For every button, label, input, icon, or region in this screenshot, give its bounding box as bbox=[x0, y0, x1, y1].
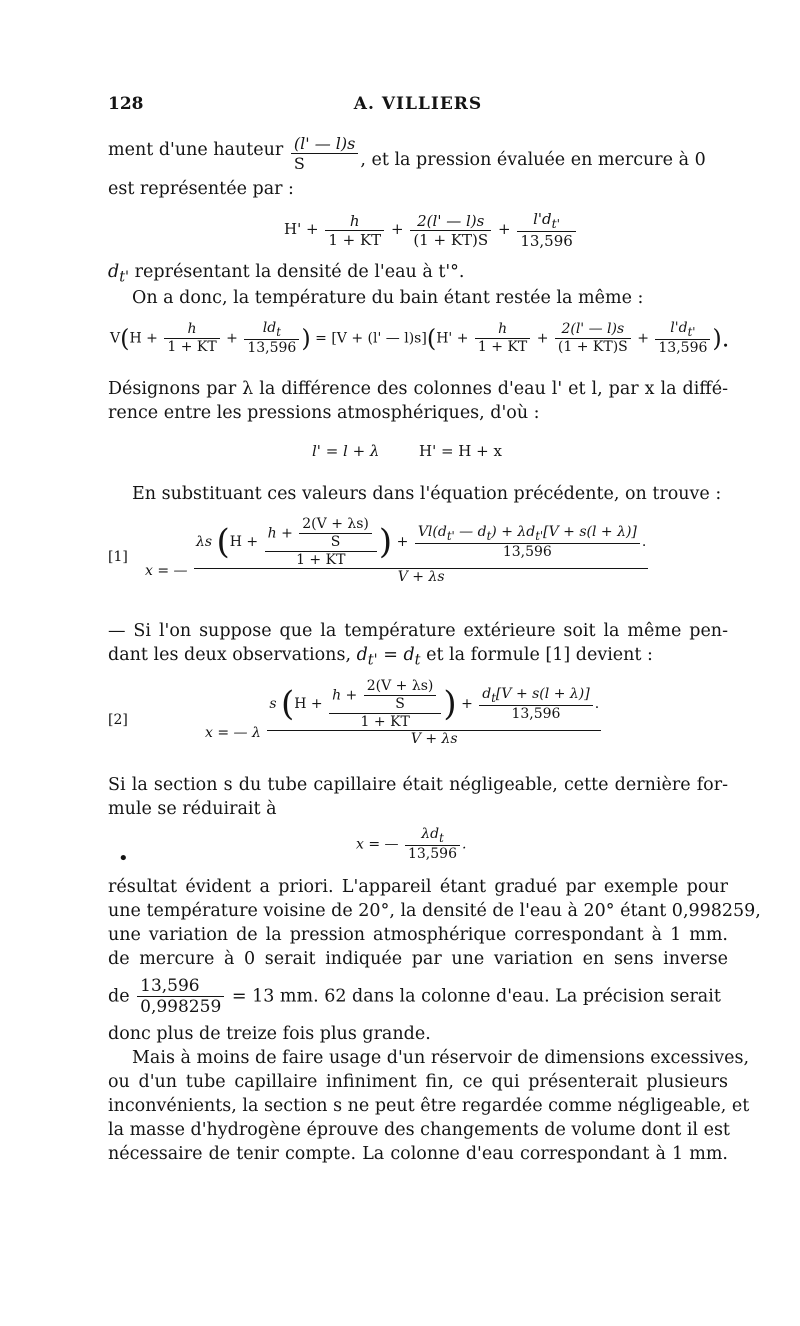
text-line-3: $d_{t'}$ représentant la densité de l'eau à t'°. bbox=[108, 262, 465, 286]
running-title: A. VILLIERS bbox=[353, 94, 483, 114]
text-line-13: une température voisine de 20°, la densité de l'eau à 20° étant 0,998259, bbox=[108, 901, 761, 921]
text-line-14: une variation de la pression atmosphérique correspondant à 1 mm. bbox=[108, 925, 728, 945]
equation-volume-balance: V(H + $\frac{h}{1 + KT}$ + $ld_t$ 13,596 ) = [V + (l' — l)s](H' + $\frac{h}{1 + KT}$ + $\frac{2(l' — l)s}{(1 + KT)S}$ + $\frac{l'd_{t'}}{13,596}$ ). bbox=[110, 320, 730, 356]
equation-3: x = — $\lambda d_t$ 13,596 . bbox=[356, 826, 467, 862]
text-line-12: résultat évident a priori. L'appareil étant gradué par exemple pour bbox=[108, 877, 728, 897]
text-line-8: — Si l'on suppose que la température extérieure soit la même pen- bbox=[108, 621, 728, 641]
text-line-2: est représentée par : bbox=[108, 179, 294, 199]
text-line-15: de mercure à 0 serait indiquée par une variation en sens inverse bbox=[108, 949, 728, 969]
text-line-11: mule se réduirait à bbox=[108, 799, 277, 819]
text-line-21: la masse d'hydrogène éprouve des changements de volume dont il est bbox=[108, 1120, 730, 1140]
text-line-7: En substituant ces valeurs dans l'équation précédente, on trouve : bbox=[132, 484, 722, 504]
inline-fraction-ls-over-S: $\frac{(l' — l)s}{S}$ bbox=[291, 134, 359, 173]
text-line-18: Mais à moins de faire usage d'un réservoir de dimensions excessives, bbox=[132, 1048, 750, 1068]
text-line-5: Désignons par λ la différence des colonnes d'eau l' et l, par x la diffé- bbox=[108, 379, 728, 399]
equation-pressure-expression: H' + $\frac{h}{1 + KT}$ + $\frac{2(l' — l)s}{(1 + KT)S}$ + $\frac{l'd_{t'}}{13,596}$ bbox=[284, 210, 578, 250]
equation-2: x = — λ s (H + h + $\frac{2(V + \lambda s)}{S}$ 1 + KT ) + $\frac{d_t[V + s(l + \lambda)]}{13,596}$ . V + λs bbox=[205, 678, 600, 748]
running-header bbox=[108, 94, 728, 118]
stray-dot: • bbox=[118, 848, 129, 869]
equation-substitution: l' = l + λ H' = H + x bbox=[312, 442, 502, 460]
equation-label-2: [2] bbox=[108, 712, 128, 728]
equation-label-1: [1] bbox=[108, 549, 128, 565]
text-line-20: inconvénients, la section s ne peut être regardée comme négligeable, et bbox=[108, 1096, 750, 1116]
text-line-16: de $\frac{13,596}{0,998259}$ = 13 mm. 62 dans la colonne d'eau. La précision serait bbox=[108, 976, 721, 1018]
equation-1: x = — λs (H + h + $\frac{2(V + \lambda s)}{S}$ 1 + KT ) + $Vl(d_{t'}$ — $d_t) + \lambda d_{t'}[V + s(l + \lambda)]$ 13,596 . V + λs bbox=[145, 516, 647, 586]
page-number: 128 bbox=[108, 94, 144, 114]
inline-ratio: $\frac{13,596}{0,998259}$ bbox=[137, 976, 224, 1018]
text-line-17: donc plus de treize fois plus grande. bbox=[108, 1024, 431, 1044]
text-line-6: rence entre les pressions atmosphériques, d'où : bbox=[108, 403, 540, 423]
text-line-9: dant les deux observations, $d_{t'} = d_t$ et la formule [1] devient : bbox=[108, 645, 653, 669]
text-line-4: On a donc, la température du bain étant restée la même : bbox=[132, 288, 644, 308]
text-line-10: Si la section s du tube capillaire était négligeable, cette dernière for- bbox=[108, 775, 728, 795]
text-line-1: ment d'une hauteur $\frac{(l' — l)s}{S}$ , et la pression évaluée en mercure à 0 bbox=[108, 134, 706, 174]
text-line-19: ou d'un tube capillaire infiniment fin, ce qui présenterait plusieurs bbox=[108, 1072, 728, 1092]
text-line-22: nécessaire de tenir compte. La colonne d'eau correspondant à 1 mm. bbox=[108, 1144, 728, 1164]
